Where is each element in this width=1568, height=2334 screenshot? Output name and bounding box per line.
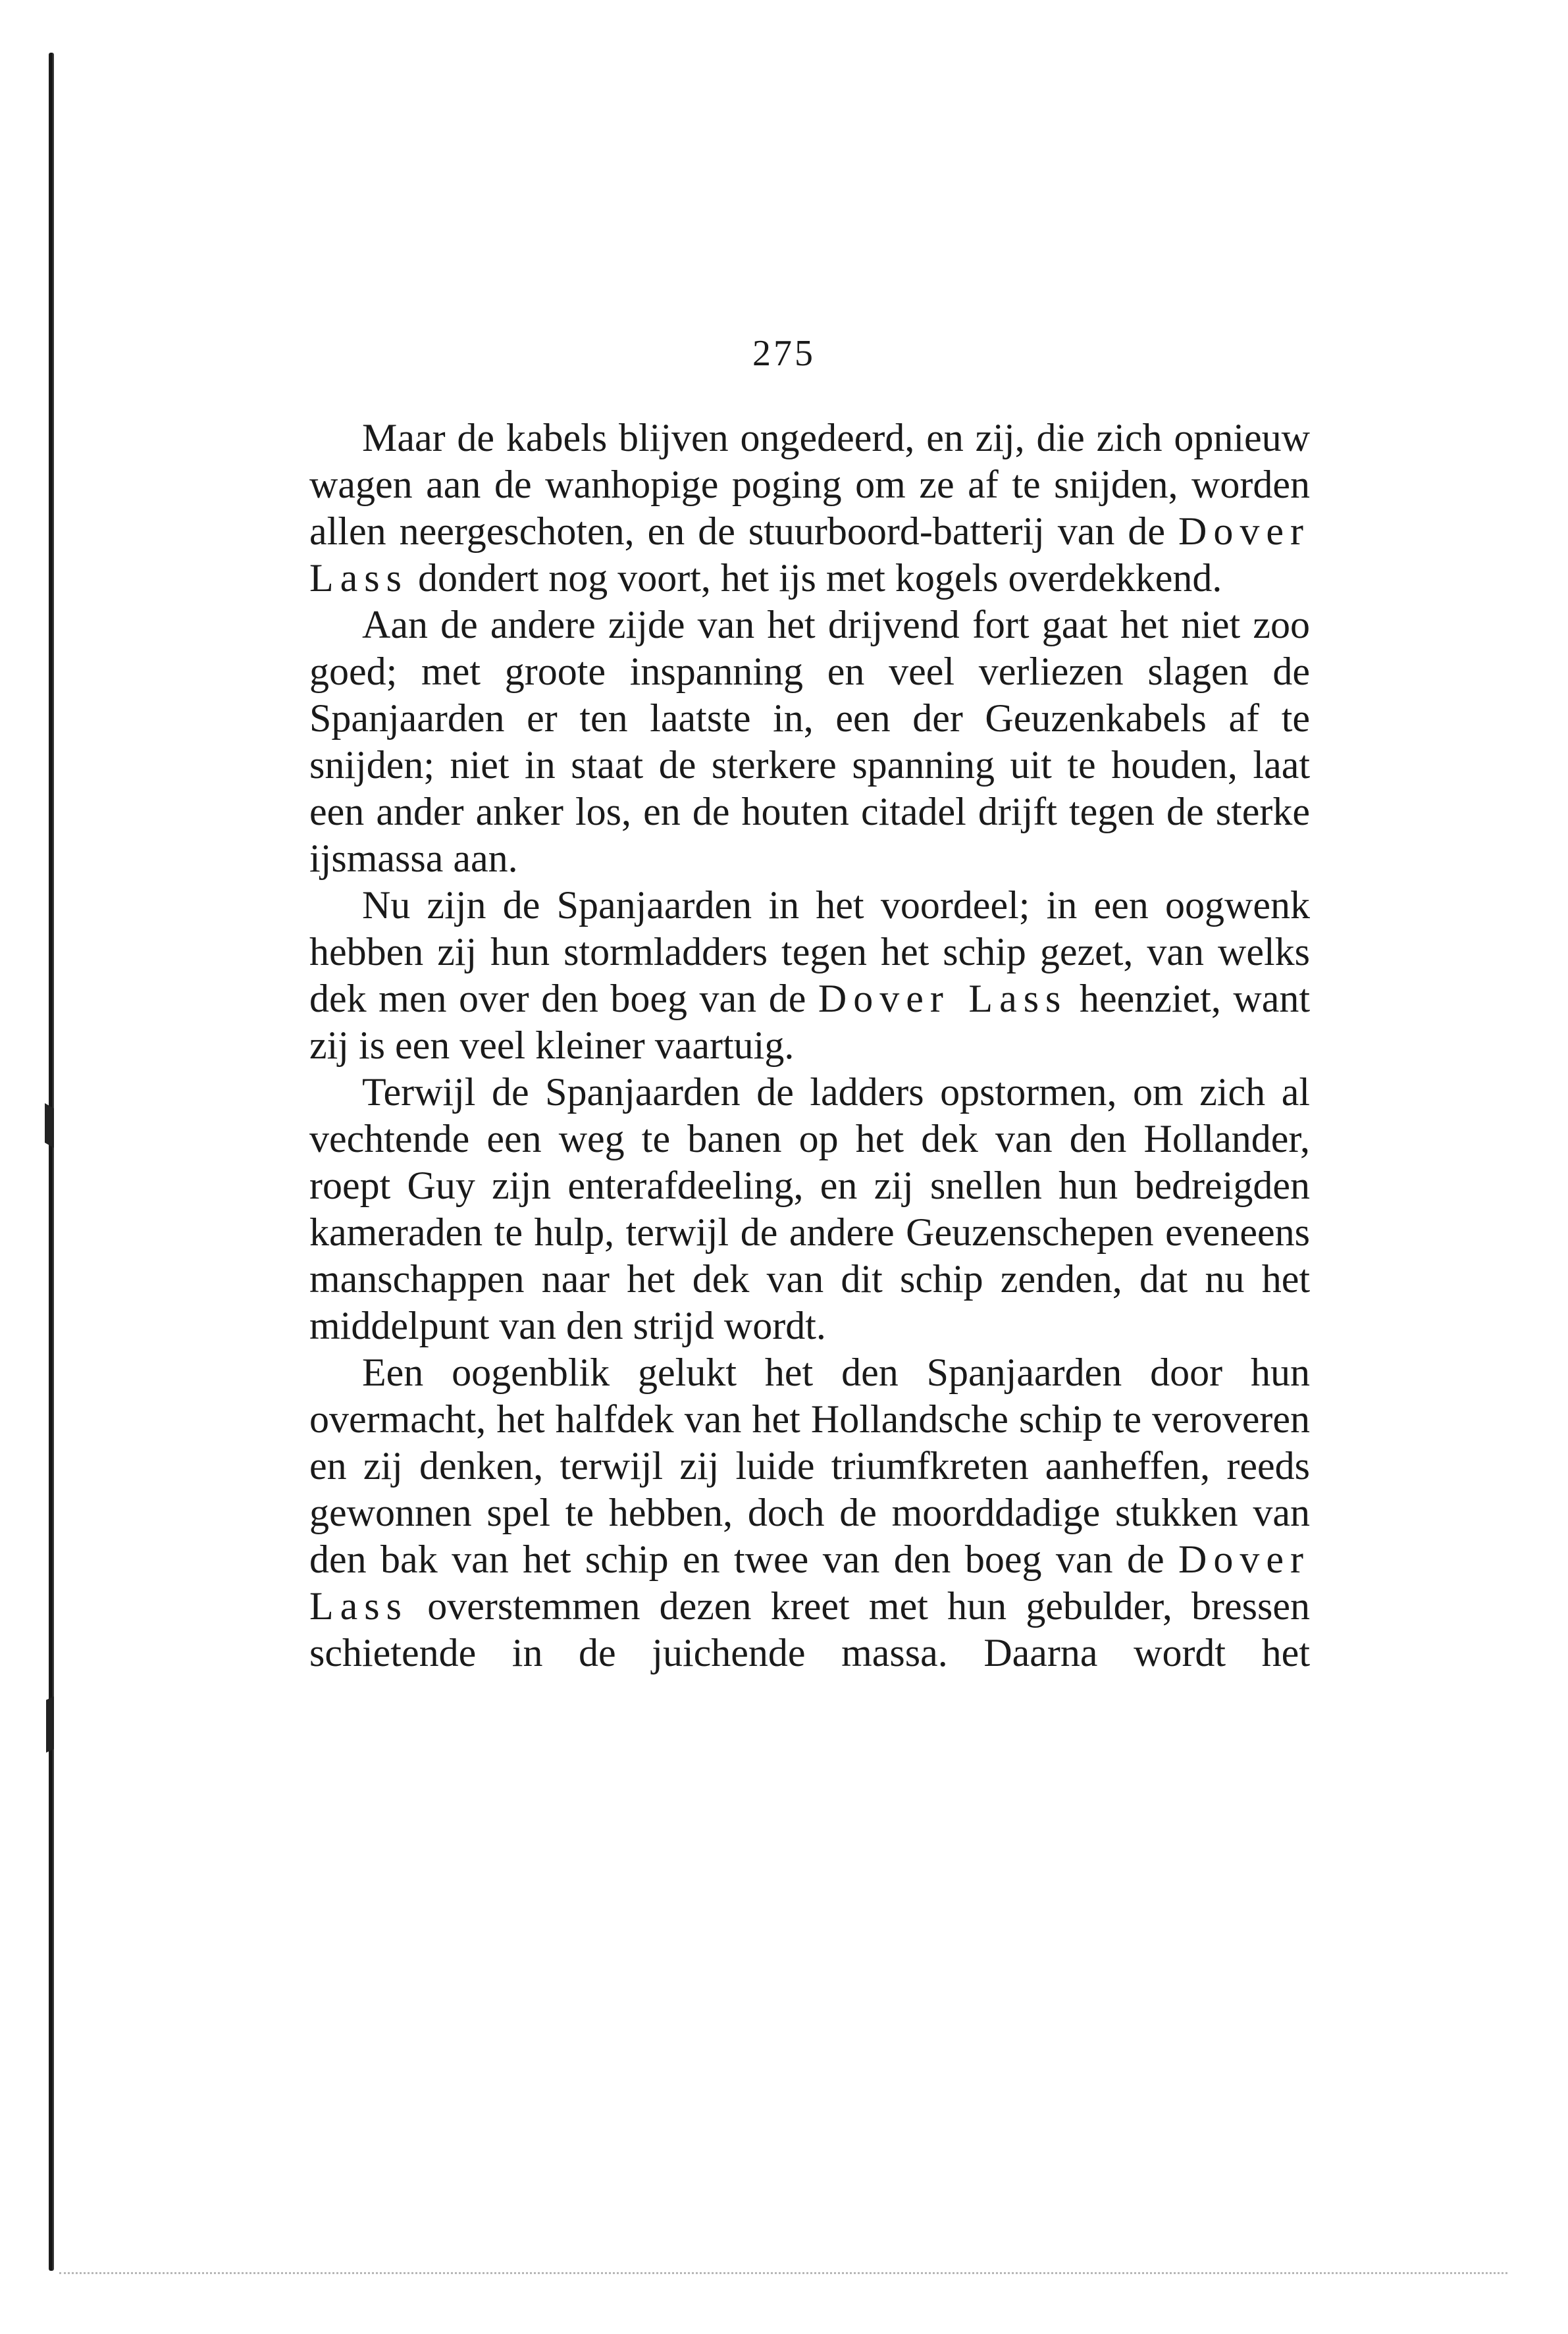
ship-name: Dover Lass: [309, 509, 1310, 600]
ship-name: Dover Lass: [309, 1538, 1310, 1628]
page-binding-edge: [49, 53, 54, 2271]
paragraph-2: Aan de andere zijde van het drijvend fort gaat het niet zoo goed; met groote inspanning en veel verliezen slagen de Spanjaarden er ten laatste in, een der Geuzenkabels af te snijden; niet in staat de sterkere spanning uit te houden, laat een ander anker los, en de houten citadel drijft tegen de sterke ijsmassa aan.: [309, 603, 1310, 880]
paragraph-5: Een oogenblik gelukt het den Spanjaarden door hun overmacht, het halfdek van het Hollandsche schip te veroveren en zij denken, terwijl zij luide triumfkreten aanheffen, reeds gewonnen spel te hebben, doch de moorddadige stukken van den bak van het schip en twee van den boeg van de Dover Lass overstemmen dezen kreet met hun gebulder, bressen schietende in de juichende massa. Daarna wordt het: [309, 1351, 1310, 1674]
paragraph-4: Terwijl de Spanjaarden de ladders opstormen, om zich al vechtende een weg te banen op het dek van den Hollander, roept Guy zijn enterafdeeling, en zij snellen hun bedreigden kameraden te hulp, terwijl de andere Geuzenschepen eveneens manschappen naar het dek van dit schip zenden, dat nu het middelpunt van den strijd wordt.: [309, 1070, 1310, 1347]
page-number: 275: [752, 333, 816, 374]
paragraph-1: Maar de kabels blijven ongedeerd, en zij, die zich opnieuw wagen aan de wanhopige poging om ze af te snijden, worden allen neergeschoten, en de stuurboord-batterij van de Dover Lass dondert nog voort, het ijs met kogels overdekkend.: [309, 416, 1310, 600]
body-text: [309, 415, 1310, 1676]
paragraph-3: Nu zijn de Spanjaarden in het voordeel; in een oogwenk hebben zij hun stormladders tegen het schip gezet, van welks dek men over den boeg van de Dover Lass heenziet, want zij is een veel kleiner vaartuig.: [309, 883, 1311, 1067]
ship-name: Dover Lass: [818, 977, 1068, 1020]
scan-artifact-line: [59, 2272, 1507, 2274]
